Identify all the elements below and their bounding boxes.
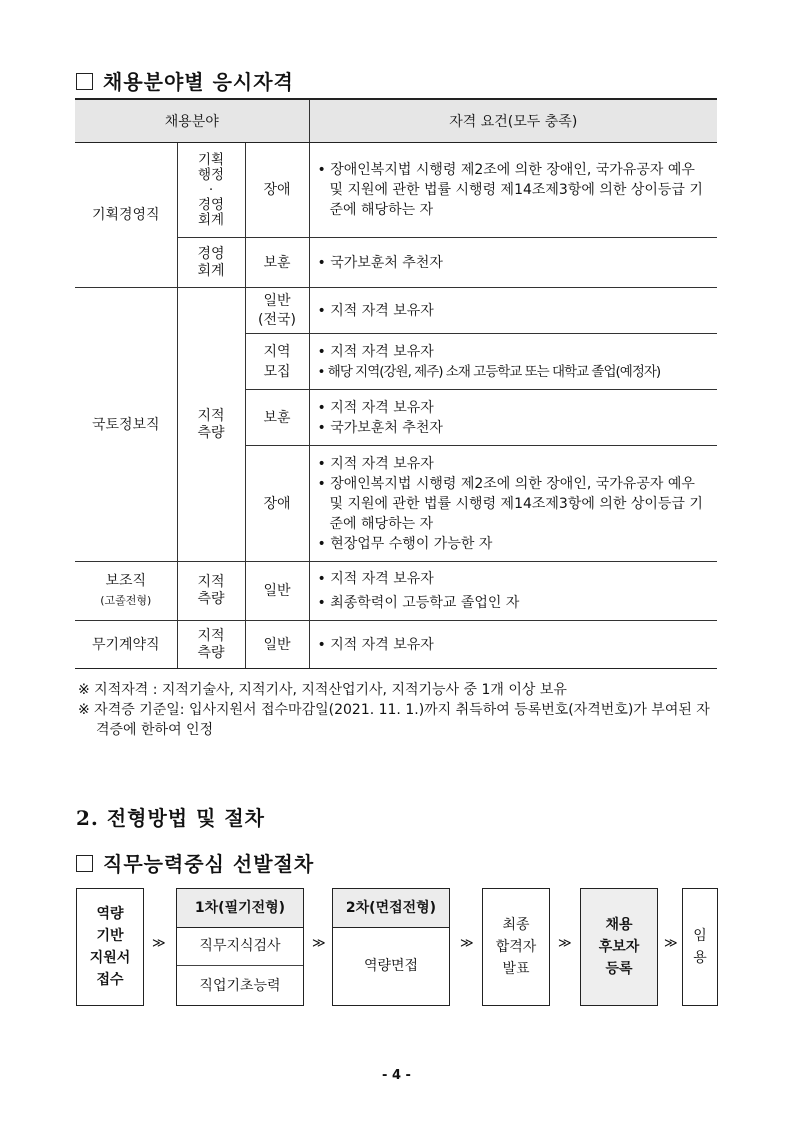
requirement-cell [309, 288, 717, 334]
note-item: ※ 자격증 기준일: 입사지원서 접수마감일(2021. 11. 1.)까지 취득하여 등록번호(자격번호)가 부여된 자격증에 한하여 인정 [78, 702, 710, 738]
job-label: 보조직 [105, 573, 147, 589]
table-row [75, 562, 717, 621]
requirement-line: • 지적 자격 보유자 [317, 571, 434, 587]
subfield-cell: 지적 측량 [177, 562, 245, 621]
checkbox-square-icon [76, 73, 93, 90]
step-appointment: 임 용 [682, 888, 718, 1006]
table-row [75, 621, 717, 669]
requirement-cell [309, 562, 717, 621]
requirement-cell [309, 390, 717, 446]
job-cell: 기획경영직 [75, 143, 177, 288]
step-written-test-b: 직업기초능력 [199, 977, 281, 994]
requirement-line: • 최종학력이 고등학교 졸업인 자 [317, 595, 520, 611]
type-cell: 장애 [245, 446, 309, 562]
section-title-selection-method: 2. 전형방법 및 절차 [76, 806, 266, 830]
requirement-line: • 국가보훈처 추천자 [317, 254, 443, 271]
checkbox-square-icon [76, 855, 93, 872]
requirement-cell [309, 621, 717, 669]
job-cell: 무기계약직 [75, 621, 177, 669]
type-cell: 일반 [245, 621, 309, 669]
step-written-test [176, 888, 304, 1006]
requirement-cell [309, 334, 717, 390]
arrow-icon: ≫ [558, 936, 572, 951]
requirement-line: • 지적 자격 보유자 [317, 455, 434, 472]
note-item: ※ 지적자격 : 지적기술사, 지적기사, 지적산업기사, 지적기능사 중 1개 이상 보유 [78, 682, 567, 698]
requirement-line: • 장애인복지법 시행령 제2조에 의한 장애인, 국가유공자 예우 및 지원에 관한 법률 시행령 제14조제3항에 의한 상이등급 기준에 해당하는 자 [317, 162, 703, 218]
arrow-icon: ≫ [460, 936, 474, 951]
type-cell: 보훈 [245, 390, 309, 446]
header-field: 채용분야 [75, 99, 309, 143]
arrow-icon: ≫ [312, 936, 326, 951]
type-cell: 일반 [245, 562, 309, 621]
subfield-cell: 경영 회계 [177, 238, 245, 288]
subfield-cell: 지적 측량 [177, 288, 245, 562]
job-cell: 국토정보직 [75, 288, 177, 562]
section-title-qualifications: 채용분야별 응시자격 [76, 66, 294, 95]
step-written-test-head: 1차(필기전형) [177, 889, 303, 928]
selection-flow-diagram [76, 888, 718, 1006]
step-interview-a: 역량면접 [363, 958, 419, 974]
header-requirements: 자격 요건(모두 충족) [309, 99, 717, 143]
table-header-row [75, 99, 717, 143]
page-number: - 4 - [382, 1068, 411, 1083]
requirement-line: • 지적 자격 보유자 [317, 636, 434, 653]
job-sublabel: (고졸전형) [100, 594, 152, 607]
job-cell [75, 562, 177, 621]
arrow-icon: ≫ [664, 936, 678, 951]
qualification-table [75, 98, 717, 669]
subfield-cell: 지적 측량 [177, 621, 245, 669]
requirement-line: • 장애인복지법 시행령 제2조에 의한 장애인, 국가유공자 예우 및 지원에 관한 법률 시행령 제14조제3항에 의한 상이등급 기준에 해당하는 자 [317, 475, 703, 532]
step-written-test-a: 직무지식검사 [177, 927, 303, 966]
requirement-cell [309, 238, 717, 288]
type-cell: 일반 (전국) [245, 288, 309, 334]
arrow-icon: ≫ [152, 936, 166, 951]
subfield-cell: 기획 행정 · 경영 회계 [177, 143, 245, 238]
type-cell: 보훈 [245, 238, 309, 288]
type-cell: 지역 모집 [245, 334, 309, 390]
requirement-cell [309, 143, 717, 238]
requirement-line: • 지적 자격 보유자 [317, 399, 434, 416]
table-row [75, 288, 717, 334]
table-row [75, 143, 717, 238]
step-candidate-registration: 채용 후보자 등록 [580, 888, 658, 1006]
requirement-line: • 현장업무 수행이 가능한 자 [317, 535, 493, 552]
step-interview-head: 2차(면접전형) [333, 889, 449, 928]
requirement-cell [309, 446, 717, 562]
notes [78, 680, 718, 740]
requirement-line: • 해당 지역(강원, 제주) 소재 고등학교 또는 대학교 졸업(예정자) [317, 363, 661, 380]
type-cell: 장애 [245, 143, 309, 238]
step-application: 역량 기반 지원서 접수 [76, 888, 144, 1006]
section-title-selection-process: 직무능력중심 선발절차 [76, 848, 314, 877]
step-final-announcement: 최종 합격자 발표 [482, 888, 550, 1006]
requirement-line: • 지적 자격 보유자 [317, 302, 434, 319]
step-interview [332, 888, 450, 1006]
requirement-line: • 국가보훈처 추천자 [317, 419, 443, 436]
requirement-line: • 지적 자격 보유자 [317, 343, 434, 360]
